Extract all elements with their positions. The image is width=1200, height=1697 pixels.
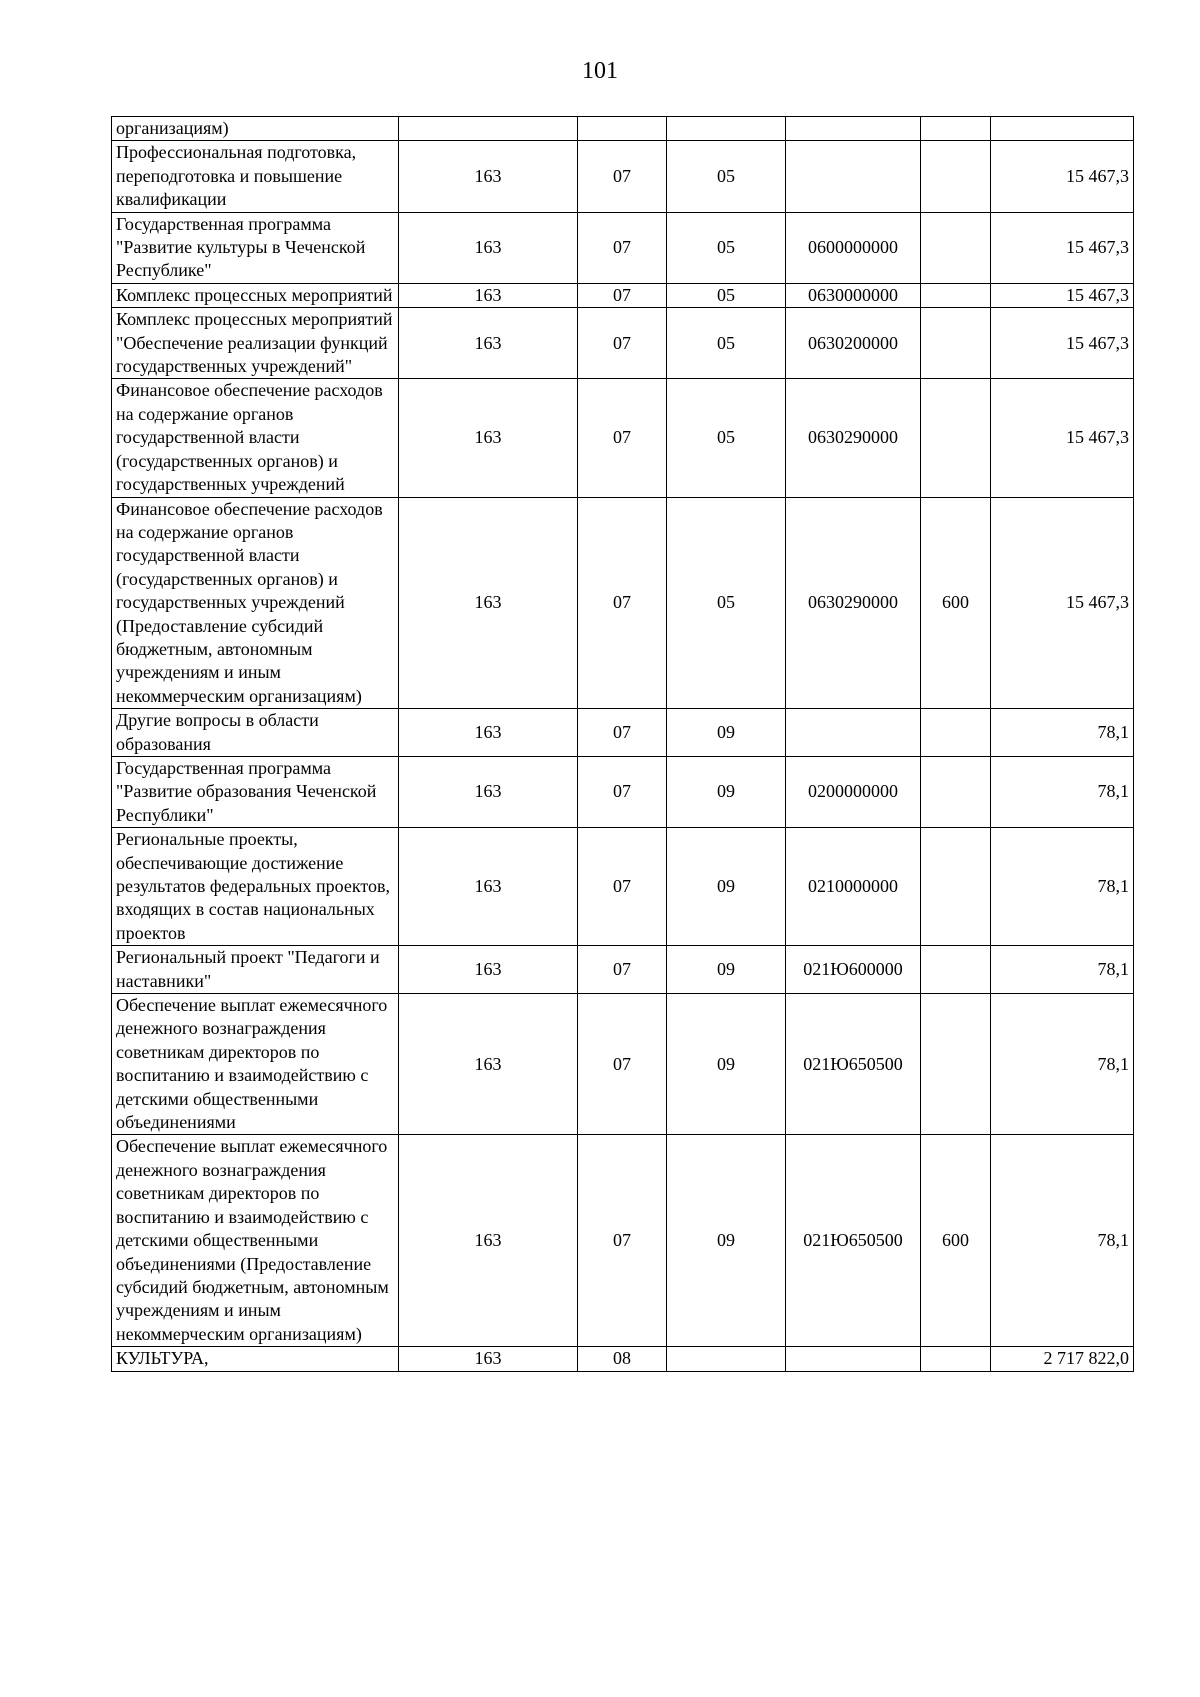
amount-cell: 2 717 822,0	[991, 1347, 1134, 1371]
subsection-code-cell: 05	[667, 308, 786, 379]
table-row	[112, 497, 1134, 709]
section-code-cell: 07	[578, 283, 667, 307]
subsection-code-cell: 05	[667, 283, 786, 307]
table-row	[112, 994, 1134, 1135]
expense-name-cell: Обеспечение выплат ежемесячного денежного вознаграждения советникам директоров по воспитанию и взаимодействию с детскими общественными объединениями	[112, 994, 399, 1135]
expense-type-cell	[921, 283, 991, 307]
expense-name-cell: Обеспечение выплат ежемесячного денежного вознаграждения советникам директоров по воспитанию и взаимодействию с детскими общественными объединениями (Предоставление субсидий бюджетным, автономным учреждениям и иным некоммерческим организациям)	[112, 1135, 399, 1347]
amount-cell: 78,1	[991, 1135, 1134, 1347]
target-article-cell: 0210000000	[786, 828, 921, 946]
table-row	[112, 946, 1134, 994]
section-code-cell: 07	[578, 308, 667, 379]
department-code-cell: 163	[399, 756, 578, 827]
section-code-cell: 07	[578, 946, 667, 994]
expense-type-cell	[921, 379, 991, 497]
target-article-cell: 021Ю650500	[786, 1135, 921, 1347]
section-code-cell: 08	[578, 1347, 667, 1371]
expense-type-cell	[921, 946, 991, 994]
subsection-code-cell: 05	[667, 497, 786, 709]
target-article-cell: 0200000000	[786, 756, 921, 827]
section-code-cell	[578, 117, 667, 141]
subsection-code-cell: 05	[667, 141, 786, 212]
expense-name-cell: Финансовое обеспечение расходов на содержание органов государственной власти (государственных органов) и государственных учреждений	[112, 379, 399, 497]
subsection-code-cell: 09	[667, 994, 786, 1135]
table-row	[112, 709, 1134, 757]
table-row	[112, 212, 1134, 283]
expense-type-cell	[921, 117, 991, 141]
expense-name-cell: организациям)	[112, 117, 399, 141]
expense-type-cell: 600	[921, 1135, 991, 1347]
subsection-code-cell	[667, 1347, 786, 1371]
expense-type-cell	[921, 828, 991, 946]
amount-cell: 78,1	[991, 756, 1134, 827]
department-code-cell: 163	[399, 994, 578, 1135]
department-code-cell: 163	[399, 1135, 578, 1347]
table-row	[112, 283, 1134, 307]
amount-cell: 78,1	[991, 946, 1134, 994]
expense-type-cell	[921, 1347, 991, 1371]
department-code-cell: 163	[399, 141, 578, 212]
section-code-cell: 07	[578, 141, 667, 212]
section-code-cell: 07	[578, 709, 667, 757]
expense-name-cell: Региональный проект "Педагоги и наставники"	[112, 946, 399, 994]
amount-cell: 15 467,3	[991, 308, 1134, 379]
section-code-cell: 07	[578, 994, 667, 1135]
department-code-cell	[399, 117, 578, 141]
amount-cell: 15 467,3	[991, 497, 1134, 709]
expense-name-cell: Государственная программа "Развитие образования Чеченской Республики"	[112, 756, 399, 827]
target-article-cell	[786, 709, 921, 757]
table-row	[112, 308, 1134, 379]
subsection-code-cell: 05	[667, 379, 786, 497]
expense-name-cell: Финансовое обеспечение расходов на содержание органов государственной власти (государственных органов) и государственных учреждений (Предоставление субсидий бюджетным, автономным учреждениям и иным некоммерческим организациям)	[112, 497, 399, 709]
section-code-cell: 07	[578, 497, 667, 709]
amount-cell: 78,1	[991, 994, 1134, 1135]
expense-type-cell	[921, 994, 991, 1135]
department-code-cell: 163	[399, 709, 578, 757]
budget-table	[111, 116, 1134, 1372]
table-row	[112, 828, 1134, 946]
page-number: 101	[582, 58, 618, 84]
table-row	[112, 756, 1134, 827]
expense-type-cell: 600	[921, 497, 991, 709]
amount-cell: 78,1	[991, 828, 1134, 946]
department-code-cell: 163	[399, 1347, 578, 1371]
department-code-cell: 163	[399, 946, 578, 994]
expense-name-cell: Другие вопросы в области образования	[112, 709, 399, 757]
expense-name-cell: Комплекс процессных мероприятий "Обеспечение реализации функций государственных учреждений"	[112, 308, 399, 379]
department-code-cell: 163	[399, 212, 578, 283]
subsection-code-cell: 09	[667, 828, 786, 946]
subsection-code-cell: 09	[667, 709, 786, 757]
table-row	[112, 1135, 1134, 1347]
table-row	[112, 117, 1134, 141]
expense-name-cell: КУЛЬТУРА,	[112, 1347, 399, 1371]
department-code-cell: 163	[399, 828, 578, 946]
section-code-cell: 07	[578, 379, 667, 497]
expense-type-cell	[921, 308, 991, 379]
expense-type-cell	[921, 756, 991, 827]
subsection-code-cell: 05	[667, 212, 786, 283]
expense-name-cell: Профессиональная подготовка, переподготовка и повышение квалификации	[112, 141, 399, 212]
target-article-cell: 021Ю600000	[786, 946, 921, 994]
subsection-code-cell: 09	[667, 1135, 786, 1347]
target-article-cell	[786, 1347, 921, 1371]
department-code-cell: 163	[399, 283, 578, 307]
subsection-code-cell: 09	[667, 756, 786, 827]
section-code-cell: 07	[578, 212, 667, 283]
target-article-cell	[786, 117, 921, 141]
department-code-cell: 163	[399, 379, 578, 497]
table-row	[112, 379, 1134, 497]
target-article-cell: 0630290000	[786, 379, 921, 497]
expense-name-cell: Государственная программа "Развитие культуры в Чеченской Республике"	[112, 212, 399, 283]
section-code-cell: 07	[578, 828, 667, 946]
amount-cell: 15 467,3	[991, 379, 1134, 497]
amount-cell	[991, 117, 1134, 141]
amount-cell: 15 467,3	[991, 141, 1134, 212]
expense-type-cell	[921, 709, 991, 757]
section-code-cell: 07	[578, 1135, 667, 1347]
expense-type-cell	[921, 141, 991, 212]
target-article-cell: 021Ю650500	[786, 994, 921, 1135]
expense-name-cell: Региональные проекты, обеспечивающие достижение результатов федеральных проектов, входящих в состав национальных проектов	[112, 828, 399, 946]
amount-cell: 15 467,3	[991, 283, 1134, 307]
amount-cell: 15 467,3	[991, 212, 1134, 283]
section-code-cell: 07	[578, 756, 667, 827]
expense-name-cell: Комплекс процессных мероприятий	[112, 283, 399, 307]
department-code-cell: 163	[399, 308, 578, 379]
target-article-cell	[786, 141, 921, 212]
amount-cell: 78,1	[991, 709, 1134, 757]
subsection-code-cell: 09	[667, 946, 786, 994]
target-article-cell: 0630200000	[786, 308, 921, 379]
table-row	[112, 1347, 1134, 1371]
department-code-cell: 163	[399, 497, 578, 709]
target-article-cell: 0630290000	[786, 497, 921, 709]
expense-type-cell	[921, 212, 991, 283]
target-article-cell: 0630000000	[786, 283, 921, 307]
target-article-cell: 0600000000	[786, 212, 921, 283]
table-body	[112, 117, 1134, 1372]
table-row	[112, 141, 1134, 212]
subsection-code-cell	[667, 117, 786, 141]
